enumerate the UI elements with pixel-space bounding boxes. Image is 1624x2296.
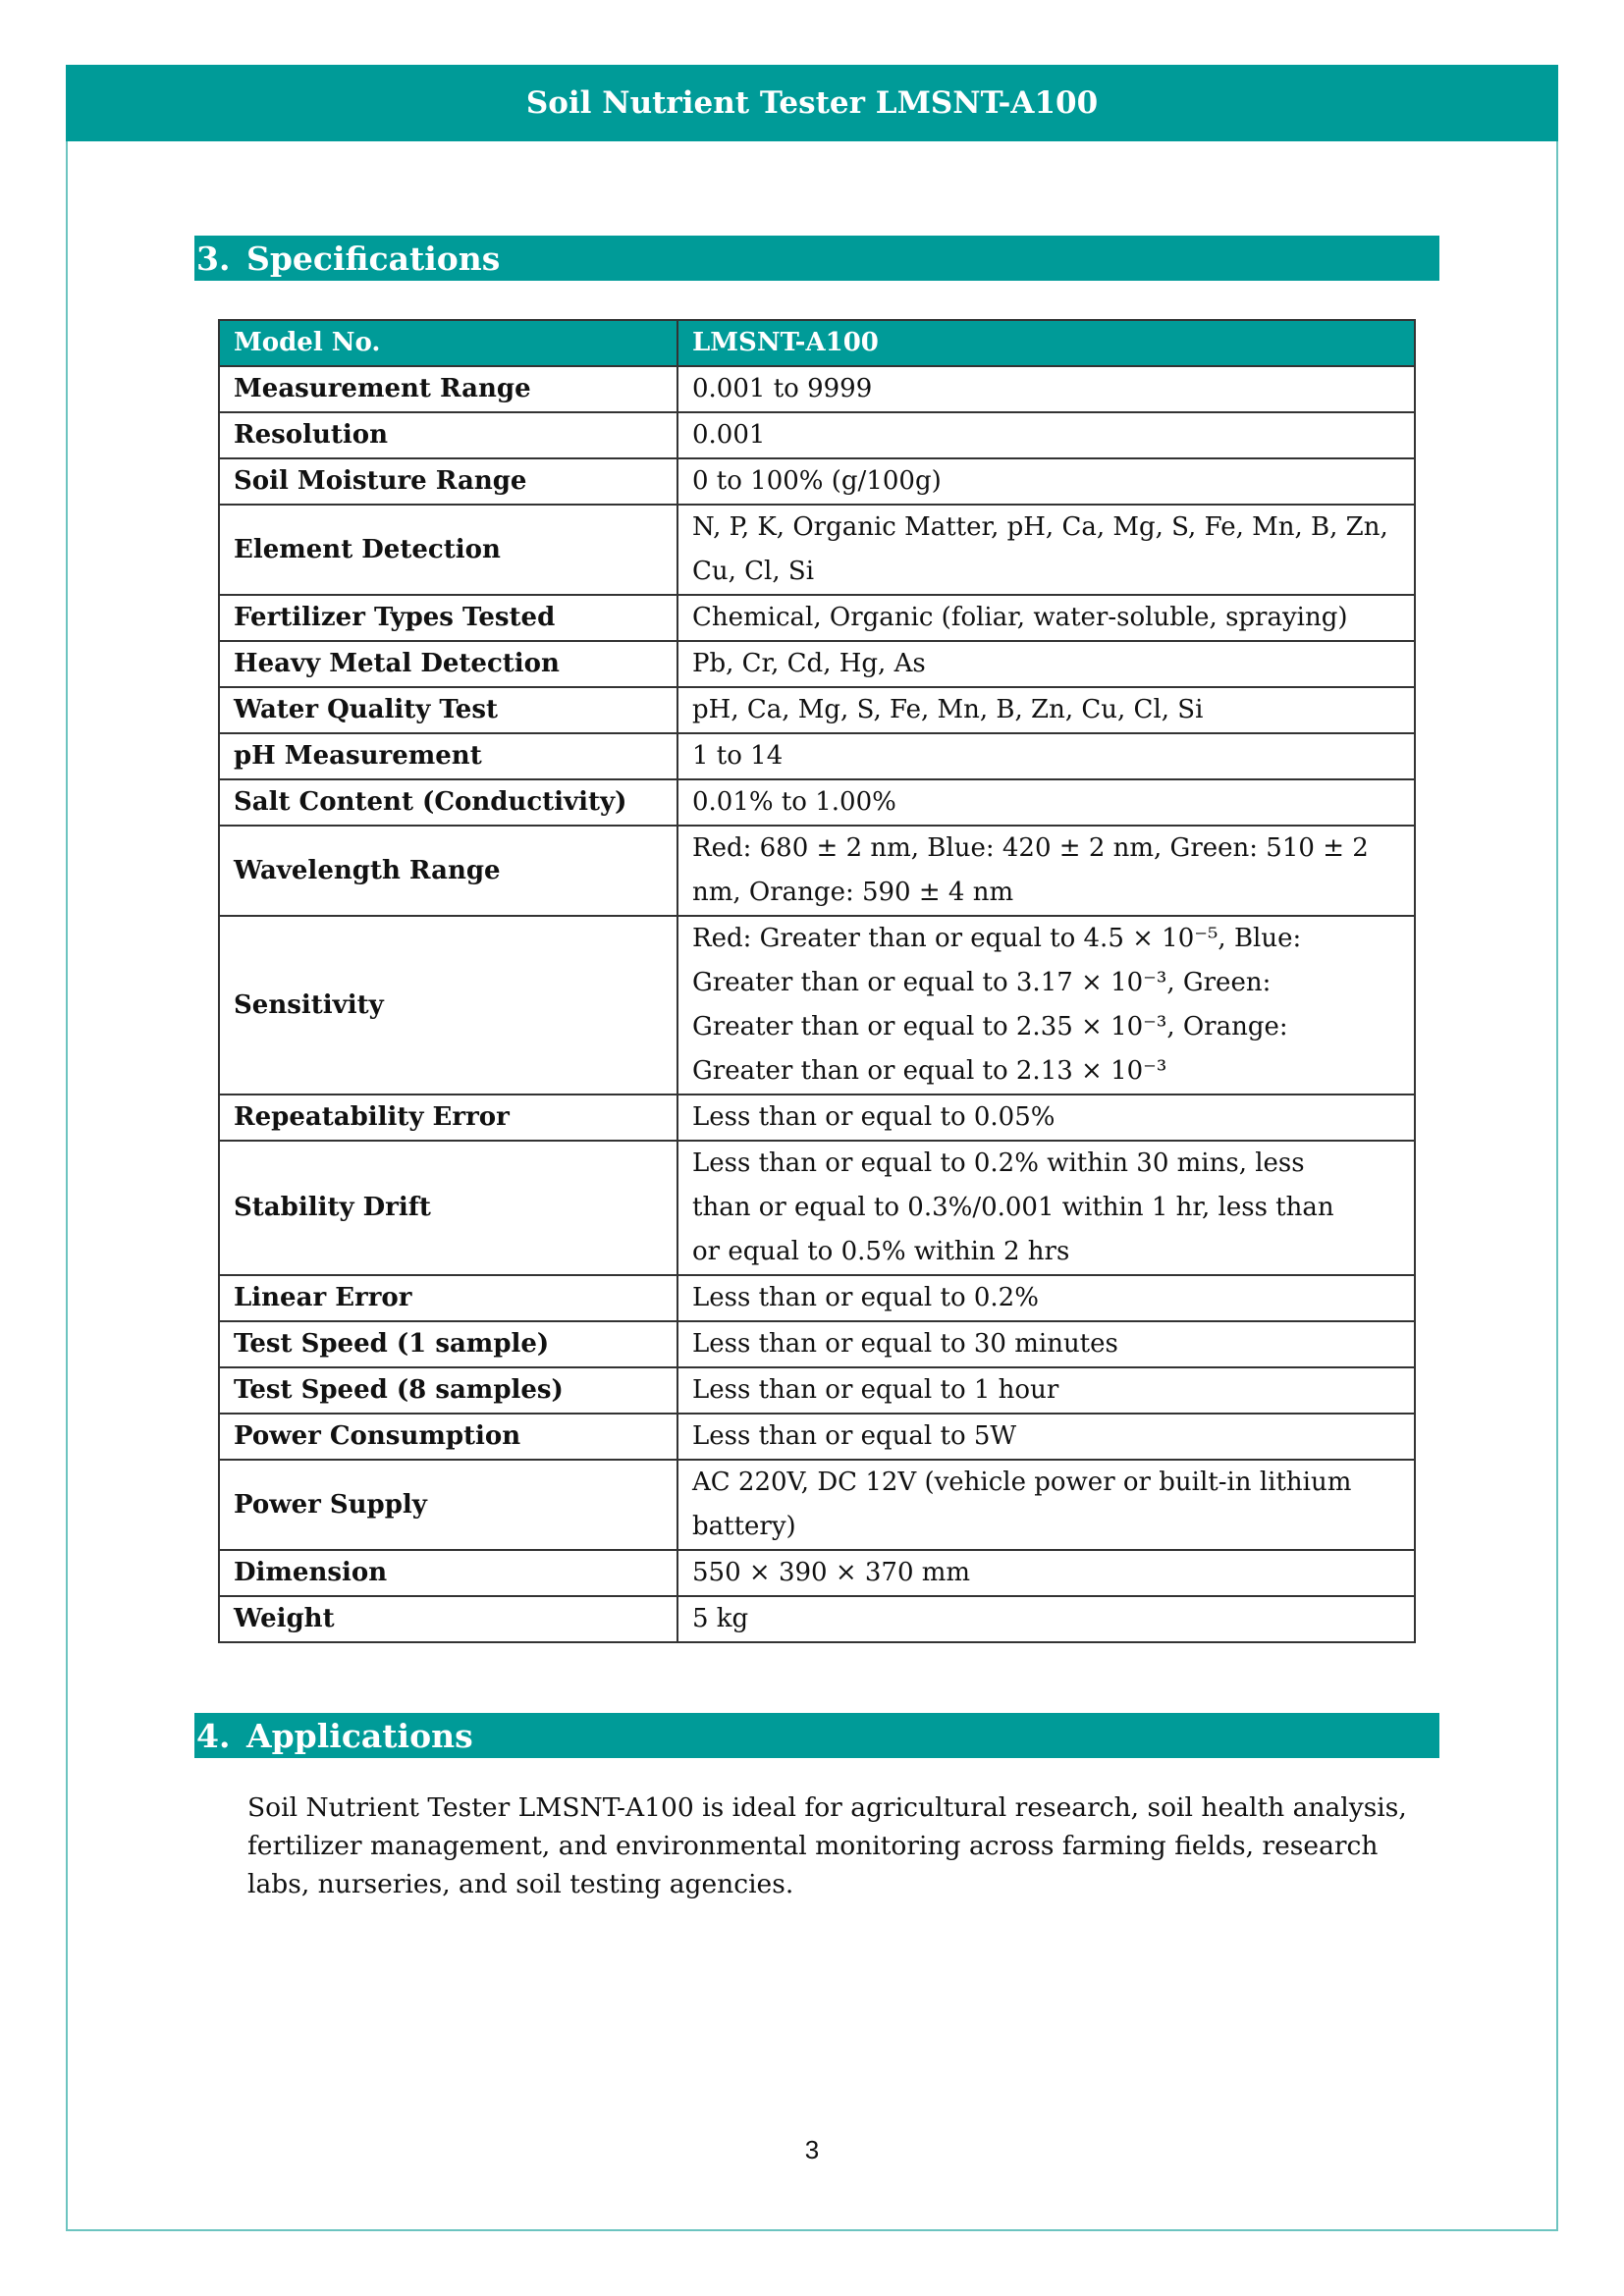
spec-label: Repeatability Error bbox=[219, 1095, 677, 1141]
spec-value-line: Less than or equal to 30 minutes bbox=[692, 1329, 1118, 1359]
spec-label: Fertilizer Types Tested bbox=[219, 595, 677, 641]
spec-value-line: pH, Ca, Mg, S, Fe, Mn, B, Zn, Cu, Cl, Si bbox=[692, 695, 1204, 724]
spec-value bbox=[677, 1367, 1415, 1414]
spec-value-line: 5 kg bbox=[692, 1604, 749, 1633]
spec-label: Element Detection bbox=[219, 505, 677, 595]
table-row bbox=[219, 505, 1415, 595]
table-row bbox=[219, 826, 1415, 916]
spec-label: pH Measurement bbox=[219, 733, 677, 779]
spec-value-line: 0.001 bbox=[692, 420, 766, 450]
spec-value-line: Pb, Cr, Cd, Hg, As bbox=[692, 649, 926, 678]
spec-label: Measurement Range bbox=[219, 366, 677, 412]
spec-value bbox=[677, 1414, 1415, 1460]
spec-value bbox=[677, 1596, 1415, 1642]
table-row bbox=[219, 687, 1415, 733]
spec-value-line: Cu, Cl, Si bbox=[692, 557, 815, 586]
spec-label: Test Speed (1 sample) bbox=[219, 1321, 677, 1367]
spec-label: Water Quality Test bbox=[219, 687, 677, 733]
spec-value bbox=[677, 1141, 1415, 1275]
table-row bbox=[219, 916, 1415, 1095]
spec-label: Soil Moisture Range bbox=[219, 458, 677, 505]
spec-value-line: Less than or equal to 0.2% bbox=[692, 1283, 1039, 1312]
paragraph-line: fertilizer management, and environmental monitoring across farming fields, research bbox=[247, 1831, 1379, 1861]
spec-label: Dimension bbox=[219, 1550, 677, 1596]
table-row bbox=[219, 1321, 1415, 1367]
spec-value bbox=[677, 733, 1415, 779]
table-row bbox=[219, 1095, 1415, 1141]
spec-value-line: Less than or equal to 5W bbox=[692, 1421, 1017, 1451]
spec-value-line: Less than or equal to 0.2% within 30 mins, less bbox=[692, 1148, 1305, 1178]
spec-label: Salt Content (Conductivity) bbox=[219, 779, 677, 826]
spec-value-line: nm, Orange: 590 ± 4 nm bbox=[692, 878, 1014, 907]
table-row bbox=[219, 733, 1415, 779]
spec-label: Linear Error bbox=[219, 1275, 677, 1321]
table-header-label: Model No. bbox=[219, 320, 677, 366]
spec-value-line: AC 220V, DC 12V (vehicle power or built-in lithium bbox=[692, 1468, 1352, 1497]
table-row bbox=[219, 1596, 1415, 1642]
spec-value bbox=[677, 1460, 1415, 1550]
spec-value-line: 0.001 to 9999 bbox=[692, 374, 873, 403]
table-row bbox=[219, 595, 1415, 641]
spec-value bbox=[677, 779, 1415, 826]
spec-label: Test Speed (8 samples) bbox=[219, 1367, 677, 1414]
table-row bbox=[219, 1367, 1415, 1414]
spec-value-line: Chemical, Organic (foliar, water-soluble, spraying) bbox=[692, 603, 1348, 632]
paragraph-line: Soil Nutrient Tester LMSNT-A100 is ideal for agricultural research, soil health analysis, bbox=[247, 1792, 1407, 1823]
table-header-row bbox=[219, 320, 1415, 366]
spec-label: Heavy Metal Detection bbox=[219, 641, 677, 687]
document-header bbox=[66, 65, 1558, 141]
table-body bbox=[219, 366, 1415, 1642]
spec-label: Power Consumption bbox=[219, 1414, 677, 1460]
specifications-table bbox=[218, 319, 1416, 1643]
spec-label: Wavelength Range bbox=[219, 826, 677, 916]
spec-value-line: 0.01% to 1.00% bbox=[692, 787, 896, 817]
section-title: Specifications bbox=[246, 239, 501, 278]
table-row bbox=[219, 1275, 1415, 1321]
spec-value-line: Red: Greater than or equal to 4.5 × 10⁻⁵, Blue: bbox=[692, 924, 1302, 953]
table-row bbox=[219, 1414, 1415, 1460]
spec-value bbox=[677, 505, 1415, 595]
section-heading-specifications bbox=[194, 236, 1439, 281]
table-row bbox=[219, 1460, 1415, 1550]
spec-value bbox=[677, 595, 1415, 641]
spec-label: Weight bbox=[219, 1596, 677, 1642]
table-row bbox=[219, 1141, 1415, 1275]
section-number: 4. bbox=[196, 1716, 231, 1755]
spec-value bbox=[677, 826, 1415, 916]
document-title: Soil Nutrient Tester LMSNT-A100 bbox=[525, 85, 1099, 121]
spec-value-line: 550 × 390 × 370 mm bbox=[692, 1558, 971, 1587]
page-number: 3 bbox=[804, 2135, 820, 2164]
spec-value-line: 0 to 100% (g/100g) bbox=[692, 466, 942, 496]
spec-value-line: or equal to 0.5% within 2 hrs bbox=[692, 1237, 1070, 1266]
spec-label: Stability Drift bbox=[219, 1141, 677, 1275]
paragraph-line: labs, nurseries, and soil testing agencies. bbox=[247, 1869, 794, 1899]
table-row bbox=[219, 779, 1415, 826]
spec-label: Power Supply bbox=[219, 1460, 677, 1550]
table-header-value: LMSNT-A100 bbox=[677, 320, 1415, 366]
table-row bbox=[219, 412, 1415, 458]
spec-value-line: Greater than or equal to 2.35 × 10⁻³, Orange: bbox=[692, 1012, 1288, 1041]
spec-value bbox=[677, 366, 1415, 412]
spec-label: Resolution bbox=[219, 412, 677, 458]
spec-value-line: 1 to 14 bbox=[692, 741, 784, 771]
spec-value-line: Red: 680 ± 2 nm, Blue: 420 ± 2 nm, Green: 510 ± 2 bbox=[692, 833, 1369, 863]
section-title: Applications bbox=[246, 1716, 473, 1755]
table-row bbox=[219, 1550, 1415, 1596]
spec-value bbox=[677, 458, 1415, 505]
spec-value-line: Less than or equal to 0.05% bbox=[692, 1102, 1056, 1132]
table-row bbox=[219, 458, 1415, 505]
spec-value-line: battery) bbox=[692, 1512, 796, 1541]
applications-paragraph bbox=[247, 1789, 1445, 1903]
spec-value bbox=[677, 1550, 1415, 1596]
spec-value-line: Greater than or equal to 2.13 × 10⁻³ bbox=[692, 1056, 1167, 1086]
spec-value bbox=[677, 687, 1415, 733]
spec-value bbox=[677, 916, 1415, 1095]
spec-value-line: than or equal to 0.3%/0.001 within 1 hr, less than bbox=[692, 1193, 1334, 1222]
section-heading-applications bbox=[194, 1713, 1439, 1758]
spec-value bbox=[677, 1095, 1415, 1141]
table-row bbox=[219, 641, 1415, 687]
section-number: 3. bbox=[196, 239, 231, 278]
spec-value-line: Greater than or equal to 3.17 × 10⁻³, Green: bbox=[692, 968, 1272, 997]
spec-value bbox=[677, 412, 1415, 458]
spec-label: Sensitivity bbox=[219, 916, 677, 1095]
spec-value bbox=[677, 1275, 1415, 1321]
table-row bbox=[219, 366, 1415, 412]
spec-value-line: Less than or equal to 1 hour bbox=[692, 1375, 1059, 1405]
spec-value-line: N, P, K, Organic Matter, pH, Ca, Mg, S, Fe, Mn, B, Zn, bbox=[692, 512, 1388, 542]
spec-value bbox=[677, 641, 1415, 687]
spec-value bbox=[677, 1321, 1415, 1367]
